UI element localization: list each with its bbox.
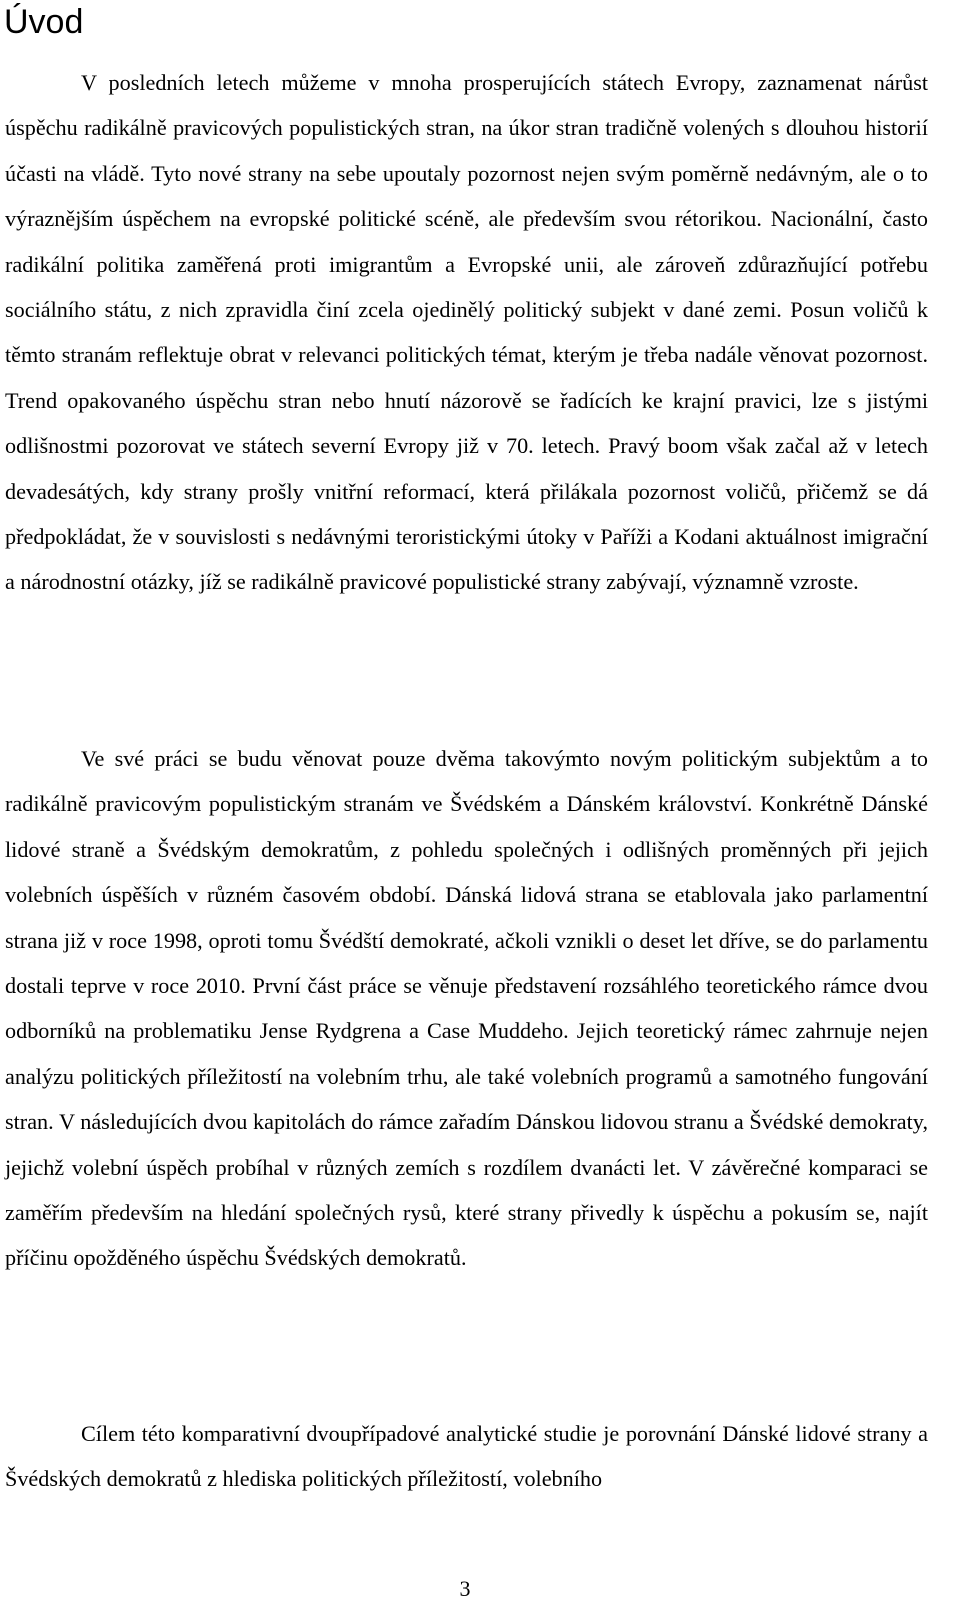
body-paragraph-3: Cílem této komparativní dvoupřípadové analytické studie je porovnání Dánské lidové strany a Švédských demokratů z hlediska politických příležitostí, volebního: [5, 1421, 928, 1492]
body-paragraph-2: Ve své práci se budu věnovat pouze dvěma takovýmto novým politickým subjektům a to radikálně pravicovým populistickým stranám ve Švédském a Dánském království. Konkrétně Dánské lidové straně a Švédským demokratům, z pohledu společných i odlišných proměnných při jejich volebních úspěších v různém časovém období. Dánská lidová strana se etablovala jako parlamentní strana již v roce 1998, oproti tomu Švédští demokraté, ačkoli vznikli o deset let dříve, se do parlamentu dostali teprve v roce 2010. První část práce se věnuje představení rozsáhlého teoretického rámce dvou odborníků na problematiku Jense Rydgrena a Case Muddeho. Jejich teoretický rámec zahrnuje nejen analýzu politických příležitostí na volebním trhu, ale také volebních programů a samotného fungování stran. V následujících dvou kapitolách do rámce zařadím Dánskou lidovou stranu a Švédské demokraty, jejichž volební úspěch probíhal v různých zemích s rozdílem dvanácti let. V závěrečné komparaci se zaměřím především na hledání společných rysů, které strany přivedly k úspěchu a pokusím se, najít příčinu opožděného úspěchu Švédských demokratů.: [5, 746, 928, 1271]
body-paragraph-1: V posledních letech můžeme v mnoha prosperujících státech Evropy, zaznamenat nárůst úspěchu radikálně pravicových populistických stran, na úkor stran tradičně volených s dlouhou historií účasti na vládě. Tyto nové strany na sebe upoutaly pozornost nejen svým poměrně nedávným, ale o to výraznějším úspěchem na evropské politické scéně, ale především svou rétorikou. Nacionální, často radikální politika zaměřená proti imigrantům a Evropské unii, ale zároveň zdůrazňující potřebu sociálního státu, z nich zpravidla činí zcela ojedinělý politický subjekt v dané zemi. Posun voličů k těmto stranám reflektuje obrat v relevanci politických témat, kterým je třeba nadále věnovat pozornost. Trend opakovaného úspěchu stran nebo hnutí názorově se řadících ke krajní pravici, lze s jistými odlišnostmi pozorovat ve státech severní Evropy již v 70. letech. Pravý boom však začal až v letech devadesátých, kdy strany prošly vnitřní reformací, která přilákala pozornost voličů, přičemž se dá předpokládat, že v souvislosti s nedávnými teroristickými útoky v Paříži a Kodani aktuálnost imigrační a národnostní otázky, jíž se radikálně pravicové populistické strany zabývají, významně vzroste.: [5, 70, 928, 595]
section-heading: Úvod: [4, 3, 84, 41]
page-number: 3: [459, 1576, 471, 1601]
